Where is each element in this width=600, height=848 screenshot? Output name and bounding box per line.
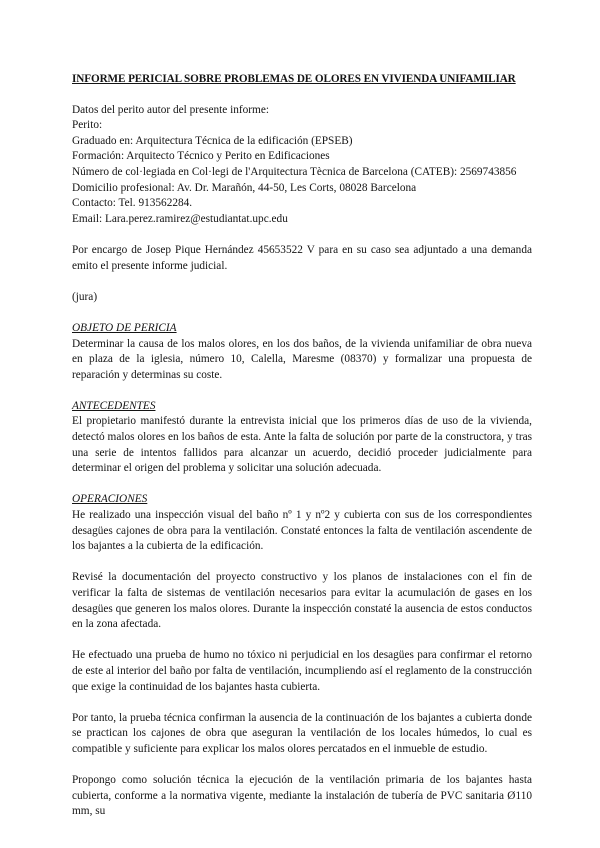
spacer xyxy=(72,383,532,399)
spacer xyxy=(72,758,532,774)
spacer xyxy=(72,555,532,571)
spacer xyxy=(72,477,532,493)
section-heading-operaciones: OPERACIONES xyxy=(72,493,148,506)
operaciones-paragraph-propuesta: Propongo como solución técnica la ejecución de la ventilación primaria de los bajantes hasta cubierta, conforme a la normativa vigente, mediante la instalación de tubería de PVC sanitaria Ø110 mm, su xyxy=(72,774,532,818)
spacer xyxy=(72,695,532,711)
expert-line-colegiada: Número de col·legiada en Col·legi de l'Arquitectura Tècnica de Barcelona (CATEB): 2569743856 xyxy=(72,165,517,178)
oath-text: (jura) xyxy=(72,290,98,303)
spacer xyxy=(72,633,532,649)
spacer xyxy=(72,274,532,290)
expert-line-graduado: Graduado en: Arquitectura Técnica de la edificación (EPSEB) xyxy=(72,134,353,147)
commission-paragraph: Por encargo de Josep Pique Hernández 45653522 V para en su caso sea adjuntado a una demanda emito el presente informe judicial. xyxy=(72,243,532,272)
expert-line-formacion: Formación: Arquitecto Técnico y Perito en Edificaciones xyxy=(72,150,330,163)
expert-line-domicilio: Domicilio profesional: Av. Dr. Marañón, 44-50, Les Corts, 08028 Barcelona xyxy=(72,181,417,194)
expert-line-contacto: Contacto: Tel. 913562284. xyxy=(72,197,193,210)
section-text-objeto: Determinar la causa de los malos olores, en los dos baños, de la vivienda unifamiliar de obra nueva en plaza de la iglesia, número 10, Calella, Maresme (08370) y formalizar una propuesta de reparación y determinas su coste. xyxy=(72,337,532,381)
document-title: INFORME PERICIAL SOBRE PROBLEMAS DE OLORES EN VIVIENDA UNIFAMILIAR xyxy=(72,73,516,85)
expert-line-perito: Perito: xyxy=(72,119,103,132)
operaciones-paragraph-prueba-humo: He efectuado una prueba de humo no tóxico ni perjudicial en los desagües para confirmar el retorno de este al interior del baño por falta de ventilación, incumpliendo así el reglamento de la construcción que exige la continuidad de los bajantes hasta cubierta. xyxy=(72,649,532,693)
section-heading-antecedentes: ANTECEDENTES xyxy=(72,399,156,412)
expert-intro: Datos del perito autor del presente informe: xyxy=(72,103,270,116)
section-text-antecedentes: El propietario manifestó durante la entrevista inicial que los primeros días de uso de la vivienda, detectó malos olores en los baños de esta. Ante la falta de solución por parte de la constructora, y tras una serie de intentos fallidos para alcanzar un acuerdo, decidió proceder judicialmente para determinar el origen del problema y solicitar una solución adecuada. xyxy=(72,415,532,475)
document-body xyxy=(72,72,532,820)
section-heading-objeto: OBJETO DE PERICIA xyxy=(72,321,177,334)
operaciones-paragraph-documentacion: Revisé la documentación del proyecto constructivo y los planos de instalaciones con el fin de verificar la falta de sistemas de ventilación necesarios para evitar la acumulación de gases en los desagües que generen los malos olores. Durante la inspección constaté la ausencia de estos conductos en la zona afectada. xyxy=(72,571,532,631)
spacer xyxy=(72,227,532,243)
operaciones-paragraph-inspeccion: He realizado una inspección visual del baño nº 1 y nº2 y cubierta con sus de los correspondientes desagües cajones de obra para la ventilación. Constaté entonces la falta de ventilación ascendente de los bajantes a la cubierta de la edificación. xyxy=(72,509,532,553)
expert-line-email: Email: Lara.perez.ramirez@estudiantat.upc.edu xyxy=(72,212,288,225)
spacer xyxy=(72,305,532,321)
operaciones-paragraph-conclusion: Por tanto, la prueba técnica confirman la ausencia de la continuación de los bajantes a cubierta donde se practican los cajones de obra que aseguran la ventilación de los locales húmedos, lo cual es compatible y suficiente para explicar los malos olores percatados en el inmueble de estudio. xyxy=(72,711,532,755)
